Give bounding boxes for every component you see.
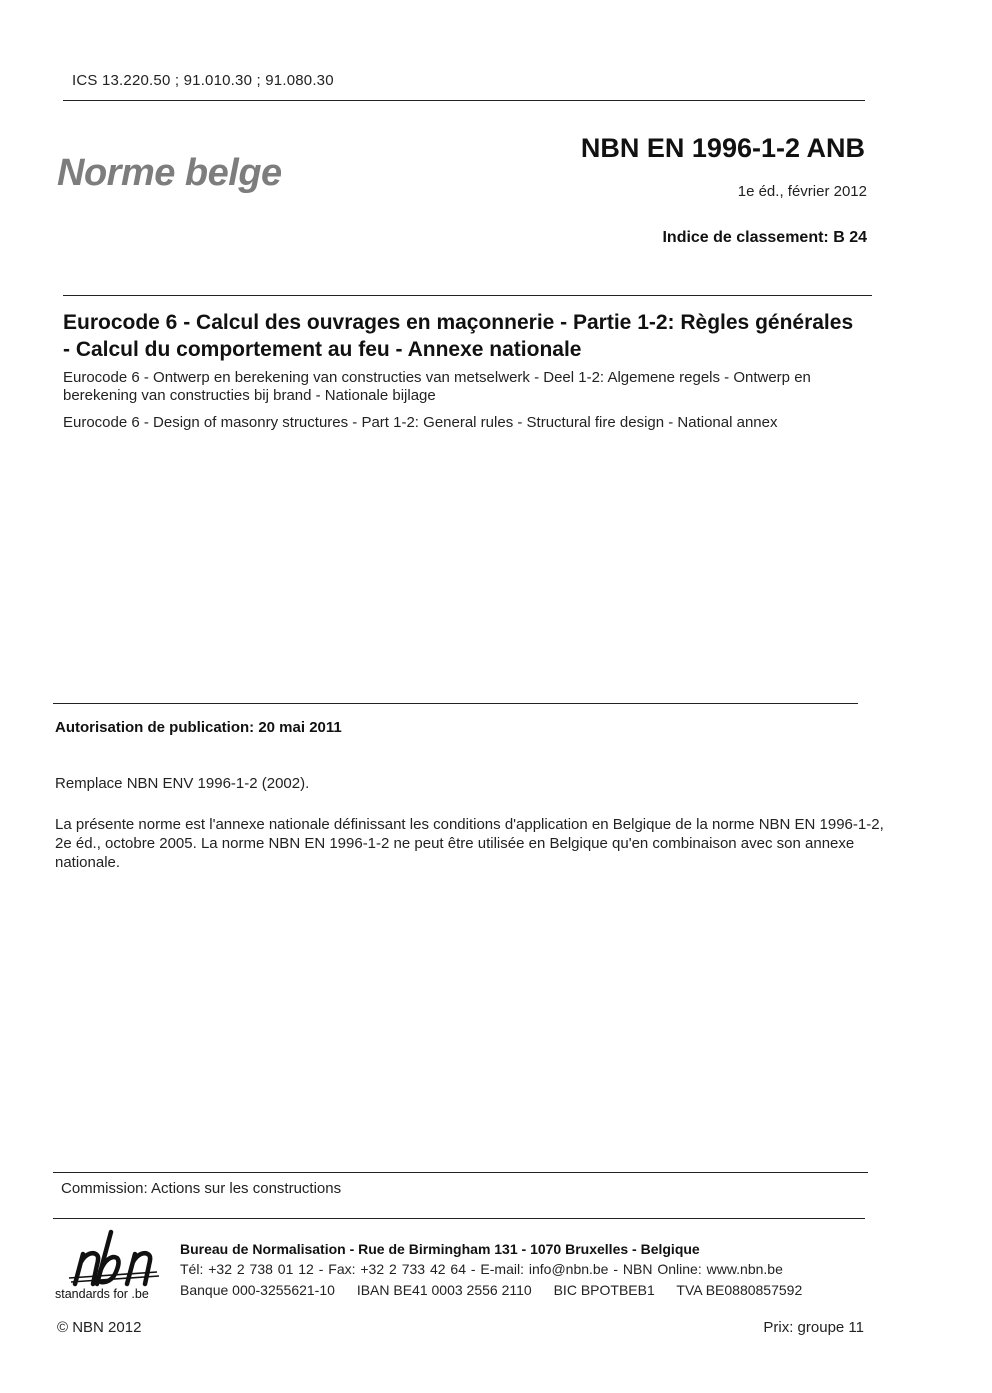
footer-divider [53,1218,865,1219]
title-french: Eurocode 6 - Calcul des ouvrages en maçonnerie - Partie 1-2: Règles générales - Calcul du comportement au feu - Annexe nationale [63,311,854,361]
bank-details [180,1282,820,1298]
ics-codes: ICS 13.220.50 ; 91.010.30 ; 91.080.30 [72,72,334,89]
description-paragraph: La présente norme est l'annexe nationale définissant les conditions d'application en Belgique de la norme NBN EN 1996-1-2, 2e éd., octobre 2005. La norme NBN EN 1996-1-2 ne peut être utilisée en Belgique qu'en combinaison avec son annexe nationale. [55,816,884,871]
nbn-logo-icon [69,1228,161,1288]
price-group: Prix: groupe 11 [763,1319,864,1336]
title-divider [63,295,872,296]
title-english: Eurocode 6 - Design of masonry structures - Part 1-2: General rules - Structural fire design - National annex [63,414,778,431]
commission-divider [53,1172,868,1173]
classification-index: Indice de classement: B 24 [662,229,867,246]
commission-label: Commission: Actions sur les constructions [61,1180,342,1197]
bic: BIC BPOTBEB1 [553,1282,655,1298]
edition-date: 1e éd., février 2012 [737,183,867,200]
bank-account: Banque 000-3255621-10 [180,1282,335,1298]
standard-number: NBN EN 1996-1-2 ANB [580,133,865,163]
header-divider [63,100,865,101]
logo-tagline: standards for .be [55,1287,149,1301]
publication-authorization: Autorisation de publication: 20 mai 2011 [55,719,342,736]
copyright: © NBN 2012 [57,1319,142,1336]
vat-number: TVA BE0880857592 [676,1282,803,1298]
iban: IBAN BE41 0003 2556 2110 [356,1282,532,1298]
replaces-note: Remplace NBN ENV 1996-1-2 (2002). [55,775,310,792]
body-divider [53,703,858,704]
contact-line: Tél: +32 2 738 01 12 - Fax: +32 2 733 42 64 - E-mail: info@nbn.be - NBN Online: www.nbn.be [180,1261,783,1277]
title-dutch: Eurocode 6 - Ontwerp en berekening van constructies van metselwerk - Deel 1-2: Algemene regels - Ontwerp en berekening van constructies bij brand - Nationale bijlage [63,369,811,404]
nbn-logo [55,1228,165,1304]
office-address: Bureau de Normalisation - Rue de Birmingham 131 - 1070 Bruxelles - Belgique [180,1241,700,1257]
brand-title: Norme belge [57,152,282,194]
